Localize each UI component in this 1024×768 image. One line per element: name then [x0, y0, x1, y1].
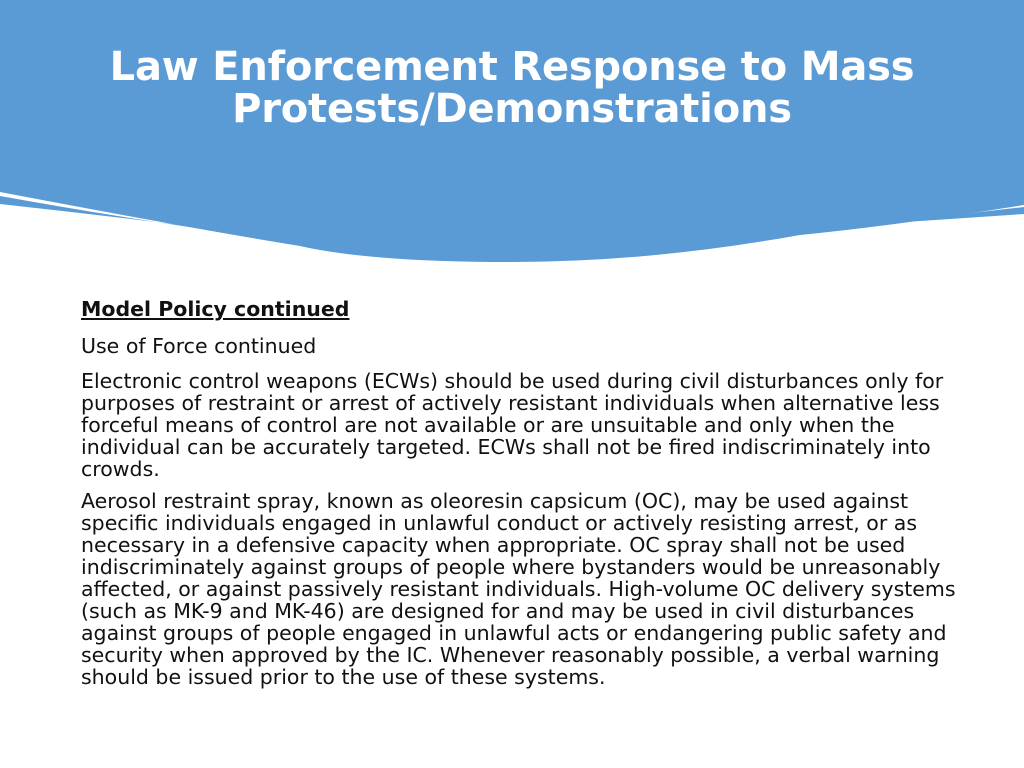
header-banner: [0, 0, 1024, 280]
paragraph-oc-spray: Aerosol restraint spray, known as oleoresin capsicum (OC), may be used against specific individuals engaged in unlawful conduct or actively resisting arrest, or as necessary in a defensive capacity when appropriate. OC spray shall not be used indiscriminately against groups of people where bystanders would be unreasonably affected, or against passively resistant individuals. High-volume OC delivery systems (such as MK-9 and MK-46) are designed for and may be used in civil disturbances against groups of people engaged in unlawful acts or endangering public safety and security when approved by the IC. Whenever reasonably possible, a verbal warning should be issued prior to the use of these systems.: [81, 489, 956, 689]
slide-title: Law Enforcement Response to Mass Protests/Demonstrations: [109, 44, 915, 132]
paragraph-ecw: Electronic control weapons (ECWs) should be used during civil disturbances only for purposes of restraint or arrest of actively resistant individuals when alternative less forceful means of control are not available or are unsuitable and only when the individual can be accurately targeted. ECWs shall not be fired indiscriminately into crowds.: [81, 369, 944, 481]
section-heading: Model Policy continued: [81, 297, 350, 321]
slide-body: [81, 296, 961, 698]
section-subtitle: Use of Force continued: [81, 334, 317, 358]
